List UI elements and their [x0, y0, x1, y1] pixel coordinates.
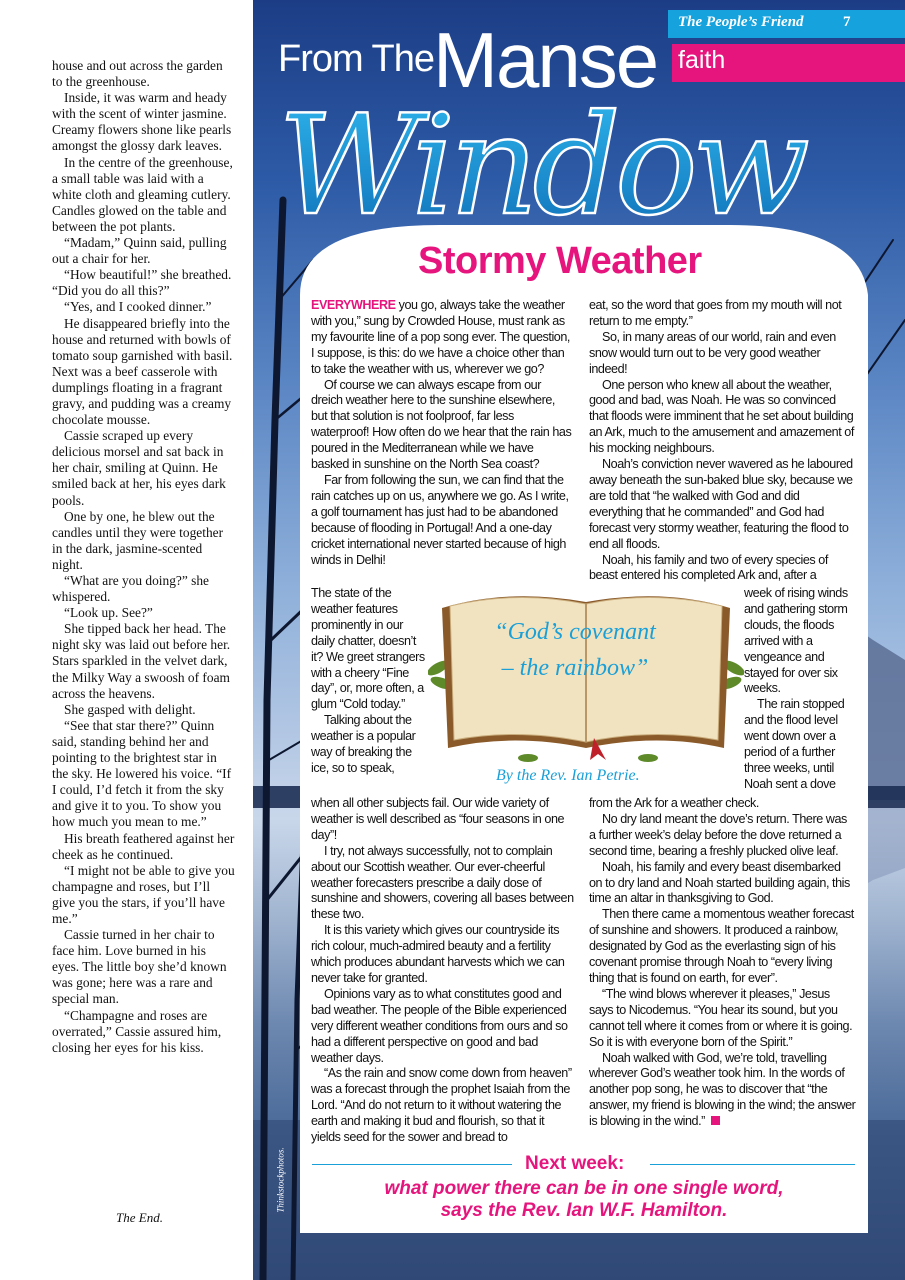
article-paragraph: The rain stopped and the flood level went down over a period of a further three weeks, until Noah sent a dove [744, 697, 845, 791]
article-paragraph: I try, not always successfully, not to complain about our Scottish weather. Our ever-cheerful weather forecasters prescribe a daily dose of sunshine and showers, covering all bases between these two. [311, 843, 574, 922]
article-column-a-narrow [311, 586, 426, 777]
story-paragraph: “Champagne and roses are overrated,” Cassie assured him, closing her eyes for his kiss. [52, 1007, 222, 1055]
article-column-a-top [311, 298, 574, 568]
next-week-teaser-line1: what power there can be in one single word, [384, 1178, 784, 1199]
article-column-b-top [589, 298, 856, 584]
article-paragraph: No dry land meant the dove’s return. There was a further week’s delay before the dove returned a second time, bearing a freshly plucked olive leaf. [589, 811, 847, 858]
article-column-b-bottom [589, 796, 856, 1130]
story-paragraph: “I might not be able to give you champagne and roses, but I’ll give you the stars, if you’ll have me.” [52, 862, 235, 926]
story-paragraph: house and out across the garden to the greenhouse. [52, 58, 223, 90]
article-column-b-narrow [744, 586, 856, 793]
article-paragraph: “The wind blows wherever it pleases,” Jesus says to Nicodemus. “You hear its sound, but you cannot tell where it comes from or where it is going. So it is with everyone born of the Spirit.” [589, 986, 853, 1049]
article-paragraph: Opinions vary as to what constitutes good and bad weather. The people of the Bible experienced very different weather conditions from ours and so had a different perspective on good and bad weather days. [311, 986, 568, 1065]
story-paragraph: “Look up. See?” [64, 605, 153, 621]
story-paragraph: She gasped with delight. [64, 701, 196, 717]
photo-credit: Thinkstockphotos. [275, 1147, 286, 1213]
story-paragraph: “Yes, and I cooked dinner.” [64, 299, 212, 315]
story-paragraph: She tipped back her head. The night sky was laid out before her. Stars sparkled in the velvet dark, the Milky Way a swoosh of foam across the heavens. [52, 621, 231, 701]
article-paragraph: EVERYWHERE you go, always take the weather with you,” sung by Crowded House, must rank as my favourite line of a pop song ever. The question, I suppose, is this: do we have a choice other than to take the weather with us, wherever we go? [311, 298, 570, 376]
story-paragraph: “What are you doing?” she whispered. [52, 573, 210, 605]
title-window-script [270, 85, 870, 250]
article-paragraph: eat, so the word that goes from my mouth will not return to me empty.” [589, 298, 842, 328]
article-paragraph: Noah walked with God, we’re told, travelling wherever God’s weather took him. In the words of another pop song, he was to discover that “the answer, my friend is blowing in the wind; the answer is blowing in the wind.” [589, 1050, 856, 1129]
article-headline: Stormy Weather [418, 240, 702, 282]
article-paragraph: from the Ark for a weather check. [589, 796, 759, 810]
story-paragraph: “See that star there?” Quinn said, standing behind her and pointing to the brightest star in the sky. He lowered his voice. “If I could, I’d fetch it from the sky and give it to you. To show you how much you mean to me.” [52, 717, 232, 830]
article-paragraph: week of rising winds and gathering storm clouds, the floods arrived with a vengeance and stayed for over six weeks. [744, 586, 848, 696]
author-byline: By the Rev. Ian Petrie. [496, 767, 640, 784]
story-paragraph: Inside, it was warm and heady with the scent of winter jasmine. Creamy flowers shone like pearls amongst the glossy dark leaves. [52, 90, 232, 154]
article-paragraph: Talking about the weather is a popular way of breaking the ice, so to speak, [311, 713, 416, 775]
article-paragraph: The state of the weather features prominently in our daily chatter, doesn’t it? We greet strangers with a cheery “Fine day”, or, more often, a glum “Cold today.” [311, 586, 425, 712]
next-week-rule-left [312, 1164, 512, 1165]
end-mark [711, 1116, 720, 1125]
story-paragraph: Cassie turned in her chair to face him. Love burned in his eyes. The little boy she’d known was gone; here was a rare and special man. [52, 927, 227, 1007]
next-week-title: Next week: [525, 1153, 625, 1174]
article-paragraph: Of course we can always escape from our dreich weather here to the sunshine elsewhere, but that solution is not foolproof, far less waterproof! How often do we hear that the rain has poured in the Mediterranean while we have basked in sunshine on the North Sea coast? [311, 377, 572, 472]
story-paragraph: He disappeared briefly into the house and returned with bowls of tomato soup garnished with basil. Next was a beef casserole with dumplings floating in a fragrant gravy, and pudding was a creamy chocolate mousse. [52, 315, 233, 428]
article-paragraph: It is this variety which gives our countryside its rich colour, much-admired beauty and a fertility which produces abundant harvests which we can never take for granted. [311, 923, 565, 985]
pull-quote: “God’s covenant – the rainbow” [494, 619, 656, 681]
story-paragraph: One by one, he blew out the candles until they were together in the dark, jasmine-scented night. [52, 508, 224, 572]
lead-word: EVERYWHERE [311, 298, 396, 312]
story-paragraph: His breath feathered against her cheek as he continued. [52, 830, 235, 862]
article-paragraph: One person who knew all about the weather, good and bad, was Noah. He was so convinced that floods were imminent that he set about building an Ark, much to the amusement and amazement of his mocking neighbours. [589, 377, 854, 456]
page-number: 7 [843, 14, 851, 30]
article-paragraph: Noah, his family and every beast disembarked on to dry land and Noah started building again, this time an altar in thanksgiving to God. [589, 859, 850, 906]
svg-text:Window: Window [278, 85, 804, 246]
next-week-rule-right [650, 1164, 855, 1165]
magazine-title: The People’s Friend [678, 14, 804, 30]
article-paragraph: when all other subjects fail. Our wide variety of weather is well described as “four seasons in one day”! [311, 796, 565, 842]
article-paragraph: Noah, his family and two of every species of beast entered his completed Ark and, after a [589, 552, 828, 583]
article-paragraph: Noah’s conviction never wavered as he laboured away beneath the sun-baked blue sky, because we are told that “he walked with God and did everything that he commanded” and God had forecast very stormy weather, featuring the flood to end all floods. [589, 457, 853, 551]
story-paragraph: “How beautiful!” she breathed. “Did you do all this?” [52, 267, 232, 299]
story-paragraph: Cassie scraped up every delicious morsel and sat back in her chair, smiling at Quinn. He smiled back at her, his eyes dark pools. [52, 428, 226, 508]
story-ending: The End. [116, 1210, 163, 1225]
article-paragraph: Then there came a momentous weather forecast of sunshine and showers. It produced a rainbow, designated by God as the everlasting sign of his covenant promise through Noah to “every living thing that is found on earth, for ever”. [589, 907, 854, 985]
article-paragraph: “As the rain and snow come down from heaven” was a forecast through the prophet Isaiah from the Lord. “And do not return to it without watering the earth and making it bud and flourish, so that it yields seed for the sower and bread to [311, 1066, 572, 1145]
story-paragraph: “Madam,” Quinn said, pulling out a chair for her. [52, 235, 227, 267]
story-paragraph: In the centre of the greenhouse, a small table was laid with a white cloth and gleaming cutlery. Candles glowed on the table and between the pot plants. [52, 154, 233, 234]
title-manse: Manse [433, 16, 658, 104]
article-column-a-bottom [311, 796, 574, 1146]
title-from-the: From The [278, 38, 435, 80]
left-story-column [52, 58, 236, 1056]
article-paragraph: Far from following the sun, we can find that the rain catches up on us, anywhere we go. As I write, a golf tournament has just had to be abandoned because of flooding in Portugal! And a one-day cricket international never started because of high winds in Delhi! [311, 472, 569, 567]
article-paragraph: So, in many areas of our world, rain and even snow would turn out to be very good weather indeed! [589, 329, 836, 376]
next-week-teaser-line2: says the Rev. Ian W.F. Hamilton. [440, 1200, 728, 1221]
section-tag: faith [678, 46, 726, 74]
